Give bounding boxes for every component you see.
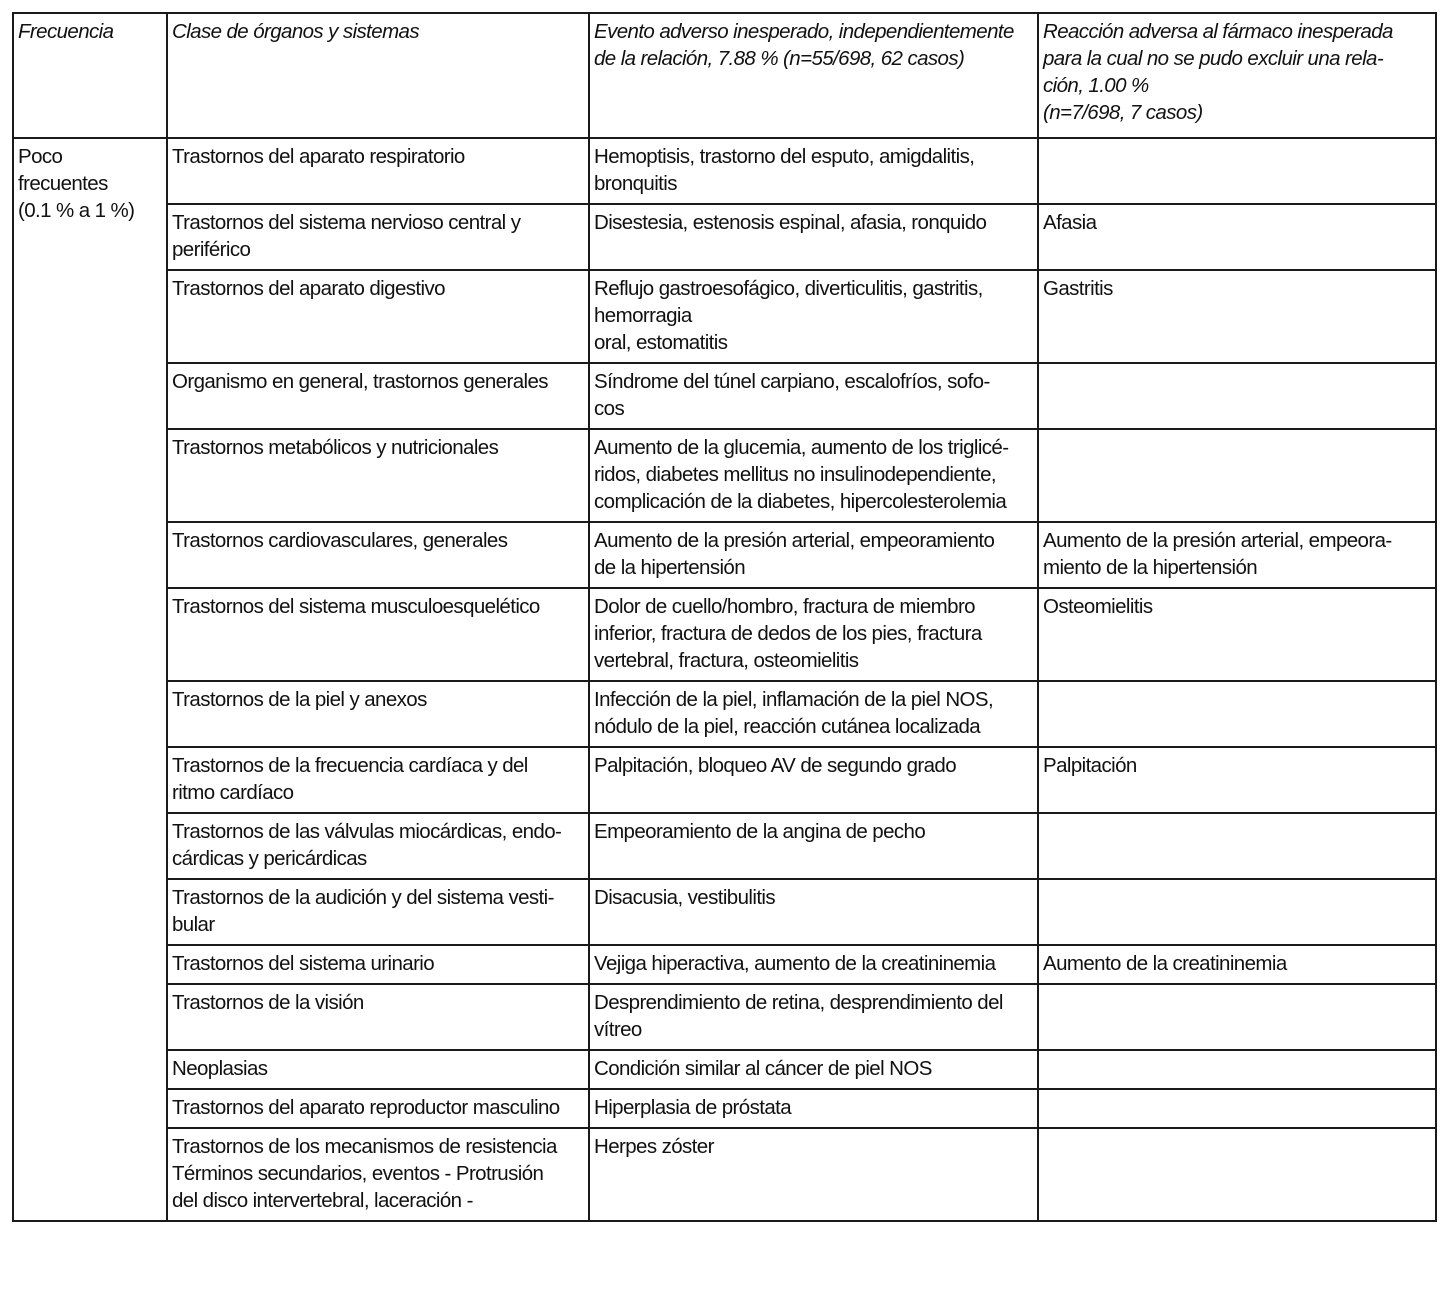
table-row	[13, 945, 1436, 984]
adverse-event-cell: Palpitación, bloqueo AV de segundo grado	[589, 747, 1038, 813]
adverse-reaction-cell: Palpitación	[1038, 747, 1436, 813]
adverse-reaction-cell	[1038, 429, 1436, 522]
adverse-reaction-cell: Afasia	[1038, 204, 1436, 270]
adverse-event-cell: Infección de la piel, inflamación de la piel NOS, nódulo de la piel, reacción cutánea localizada	[589, 681, 1038, 747]
organ-system-cell: Neoplasias	[167, 1050, 589, 1089]
adverse-reaction-cell	[1038, 1089, 1436, 1128]
adverse-reaction-cell	[1038, 363, 1436, 429]
table-row	[13, 681, 1436, 747]
adverse-event-cell: Síndrome del túnel carpiano, escalofríos, sofo- cos	[589, 363, 1038, 429]
table-row	[13, 1128, 1436, 1221]
adverse-reaction-cell: Aumento de la presión arterial, empeora- miento de la hipertensión	[1038, 522, 1436, 588]
adverse-reaction-cell	[1038, 681, 1436, 747]
header-row	[13, 13, 1436, 138]
table-body	[13, 138, 1436, 1221]
header-frequency: Frecuencia	[13, 13, 167, 138]
organ-system-cell: Trastornos del sistema nervioso central y periférico	[167, 204, 589, 270]
adverse-event-cell: Desprendimiento de retina, desprendimiento del vítreo	[589, 984, 1038, 1050]
organ-system-cell: Trastornos del sistema musculoesquelético	[167, 588, 589, 681]
table-row	[13, 1050, 1436, 1089]
table-row	[13, 879, 1436, 945]
adverse-event-cell: Empeoramiento de la angina de pecho	[589, 813, 1038, 879]
adverse-event-cell: Aumento de la presión arterial, empeoramiento de la hipertensión	[589, 522, 1038, 588]
organ-system-cell: Trastornos de las válvulas miocárdicas, endo- cárdicas y pericárdicas	[167, 813, 589, 879]
organ-system-cell: Trastornos del aparato reproductor masculino	[167, 1089, 589, 1128]
table-row	[13, 1089, 1436, 1128]
adverse-event-cell: Dolor de cuello/hombro, fractura de miembro inferior, fractura de dedos de los pies, fractura vertebral, fractura, osteomielitis	[589, 588, 1038, 681]
adverse-event-cell: Hiperplasia de próstata	[589, 1089, 1038, 1128]
adverse-reaction-cell	[1038, 1128, 1436, 1221]
adverse-event-cell: Hemoptisis, trastorno del esputo, amigdalitis, bronquitis	[589, 138, 1038, 204]
adverse-events-table	[12, 12, 1437, 1222]
organ-system-cell: Trastornos de la visión	[167, 984, 589, 1050]
organ-system-cell: Trastornos metabólicos y nutricionales	[167, 429, 589, 522]
frequency-cell: Poco frecuentes (0.1 % a 1 %)	[13, 138, 167, 1221]
adverse-event-cell: Condición similar al cáncer de piel NOS	[589, 1050, 1038, 1089]
adverse-reaction-cell: Osteomielitis	[1038, 588, 1436, 681]
table-row	[13, 363, 1436, 429]
adverse-event-cell: Disacusia, vestibulitis	[589, 879, 1038, 945]
adverse-reaction-cell	[1038, 984, 1436, 1050]
table-row	[13, 588, 1436, 681]
table-row	[13, 522, 1436, 588]
table-row	[13, 747, 1436, 813]
header-adverse-event: Evento adverso inesperado, independientemente de la relación, 7.88 % (n=55/698, 62 casos)	[589, 13, 1038, 138]
organ-system-cell: Trastornos de los mecanismos de resistencia Términos secundarios, eventos - Protrusión del disco intervertebral, laceración -	[167, 1128, 589, 1221]
table-row	[13, 984, 1436, 1050]
adverse-event-cell: Vejiga hiperactiva, aumento de la creatininemia	[589, 945, 1038, 984]
adverse-event-cell: Reflujo gastroesofágico, diverticulitis, gastritis, hemorragia oral, estomatitis	[589, 270, 1038, 363]
adverse-event-cell: Disestesia, estenosis espinal, afasia, ronquido	[589, 204, 1038, 270]
organ-system-cell: Trastornos de la frecuencia cardíaca y del ritmo cardíaco	[167, 747, 589, 813]
organ-system-cell: Trastornos del aparato digestivo	[167, 270, 589, 363]
header-adverse-reaction: Reacción adversa al fármaco inesperada para la cual no se pudo excluir una rela- ción, 1.00 % (n=7/698, 7 casos)	[1038, 13, 1436, 138]
table-row	[13, 204, 1436, 270]
organ-system-cell: Trastornos de la piel y anexos	[167, 681, 589, 747]
table-row	[13, 429, 1436, 522]
organ-system-cell: Trastornos del sistema urinario	[167, 945, 589, 984]
organ-system-cell: Trastornos de la audición y del sistema vesti- bular	[167, 879, 589, 945]
adverse-reaction-cell: Aumento de la creatininemia	[1038, 945, 1436, 984]
adverse-reaction-cell	[1038, 1050, 1436, 1089]
table-row	[13, 813, 1436, 879]
organ-system-cell: Trastornos cardiovasculares, generales	[167, 522, 589, 588]
organ-system-cell: Organismo en general, trastornos generales	[167, 363, 589, 429]
adverse-event-cell: Herpes zóster	[589, 1128, 1038, 1221]
adverse-reaction-cell: Gastritis	[1038, 270, 1436, 363]
header-organ-system: Clase de órganos y sistemas	[167, 13, 589, 138]
table-row	[13, 270, 1436, 363]
adverse-reaction-cell	[1038, 138, 1436, 204]
adverse-event-cell: Aumento de la glucemia, aumento de los triglicé- ridos, diabetes mellitus no insulinodependiente, complicación de la diabetes, hipercolesterolemia	[589, 429, 1038, 522]
table-row	[13, 138, 1436, 204]
organ-system-cell: Trastornos del aparato respiratorio	[167, 138, 589, 204]
adverse-reaction-cell	[1038, 813, 1436, 879]
adverse-reaction-cell	[1038, 879, 1436, 945]
